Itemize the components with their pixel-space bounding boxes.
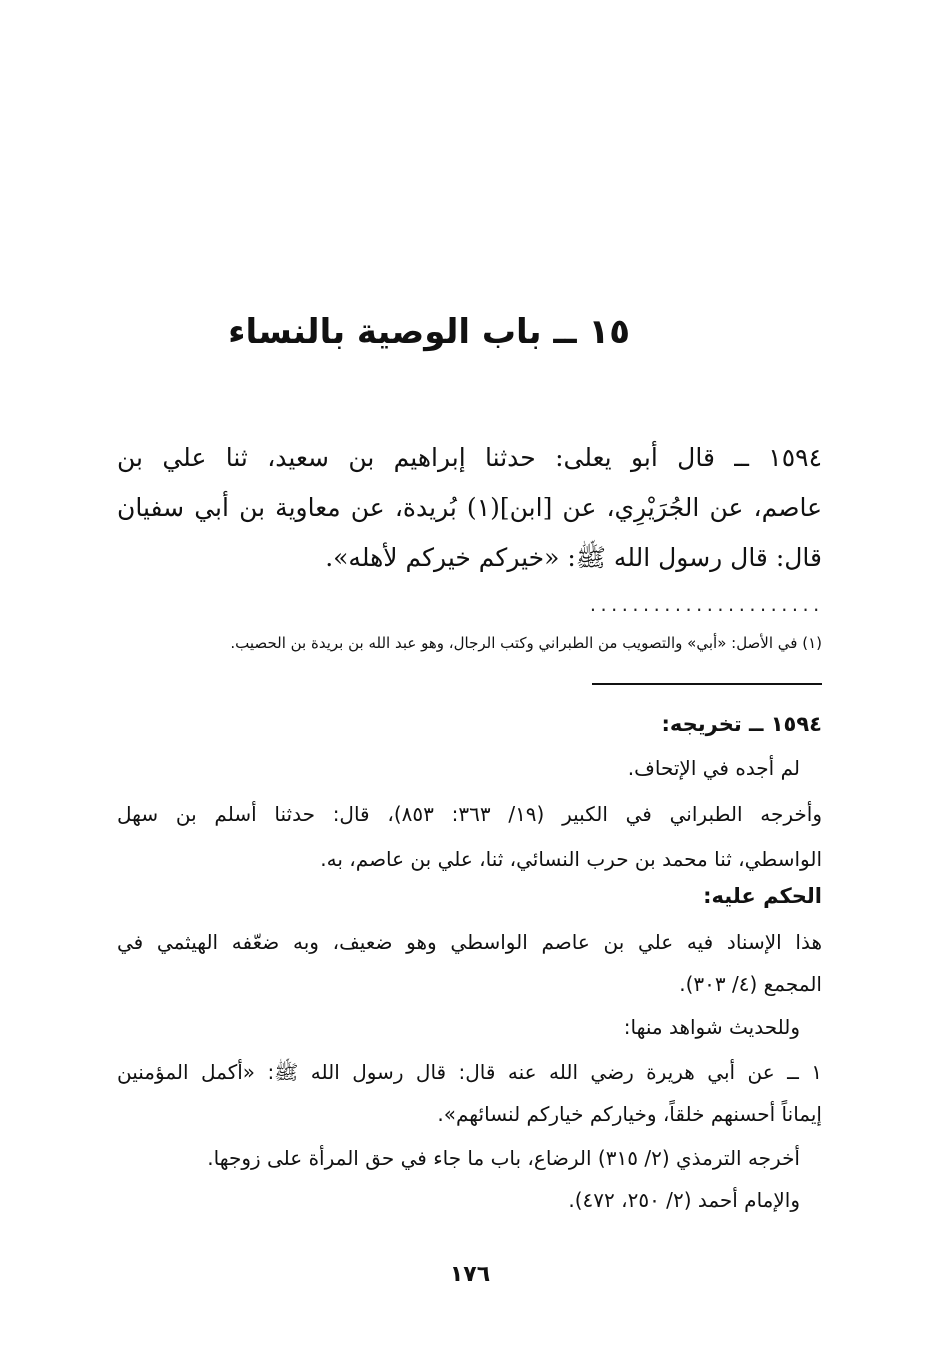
ruling-line-7: والإمام أحمد (٢/ ٢٥٠، ٤٧٢). (568, 1188, 800, 1212)
page-number: ١٧٦ (449, 1262, 491, 1287)
hadith-line-1: ١٥٩٤ ــ قال أبو يعلى: حدثنا إبراهيم بن سعيد، ثنا علي بن (117, 443, 822, 472)
takhrij-line-2: وأخرجه الطبراني في الكبير (١٩/ ٣٦٣: ٨٥٣)، قال: حدثنا أسلم بن سهل (117, 802, 822, 826)
ruling-heading: الحكم عليه: (703, 884, 822, 908)
ruling-line-2: المجمع (٤/ ٣٠٣). (679, 972, 822, 996)
ruling-line-5: إيماناً أحسنهم خلقاً، وخياركم خياركم لنسائهم». (437, 1102, 822, 1126)
ruling-line-1: هذا الإسناد فيه علي بن عاصم الواسطي وهو ضعيف، وبه ضعّفه الهيثمي في (117, 930, 822, 954)
takhrij-heading: ١٥٩٤ ــ تخريجه: (661, 712, 822, 736)
hadith-line-2: عاصم، عن الجُرَيْرِي، عن [ابن](١) بُريدة، عن معاوية بن أبي سفيان (117, 493, 822, 522)
ruling-line-4: ١ ــ عن أبي هريرة رضي الله عنه قال: قال رسول الله ﷺ: «أكمل المؤمنين (117, 1060, 822, 1084)
takhrij-line-3: الواسطي، ثنا محمد بن حرب النسائي، ثنا، علي بن عاصم، به. (320, 847, 822, 871)
chapter-title: ١٥ ــ باب الوصية بالنساء (228, 312, 630, 352)
hadith-line-3: قال: قال رسول الله ﷺ: «خيركم خيركم لأهله». (325, 543, 822, 572)
ruling-line-6: أخرجه الترمذي (٢/ ٣١٥) الرضاع، باب ما جاء في حق المرأة على زوجها. (207, 1146, 800, 1170)
ruling-line-3: وللحديث شواهد منها: (623, 1015, 800, 1039)
takhrij-line-1: لم أجده في الإتحاف. (627, 756, 800, 780)
section-divider (592, 683, 822, 685)
footnote-separator: ...................... (588, 596, 822, 615)
footnote-1: (١) في الأصل: «أبي» والتصويب من الطبراني وكتب الرجال، وهو عبد الله بن بريدة بن الحصيب. (230, 634, 822, 652)
